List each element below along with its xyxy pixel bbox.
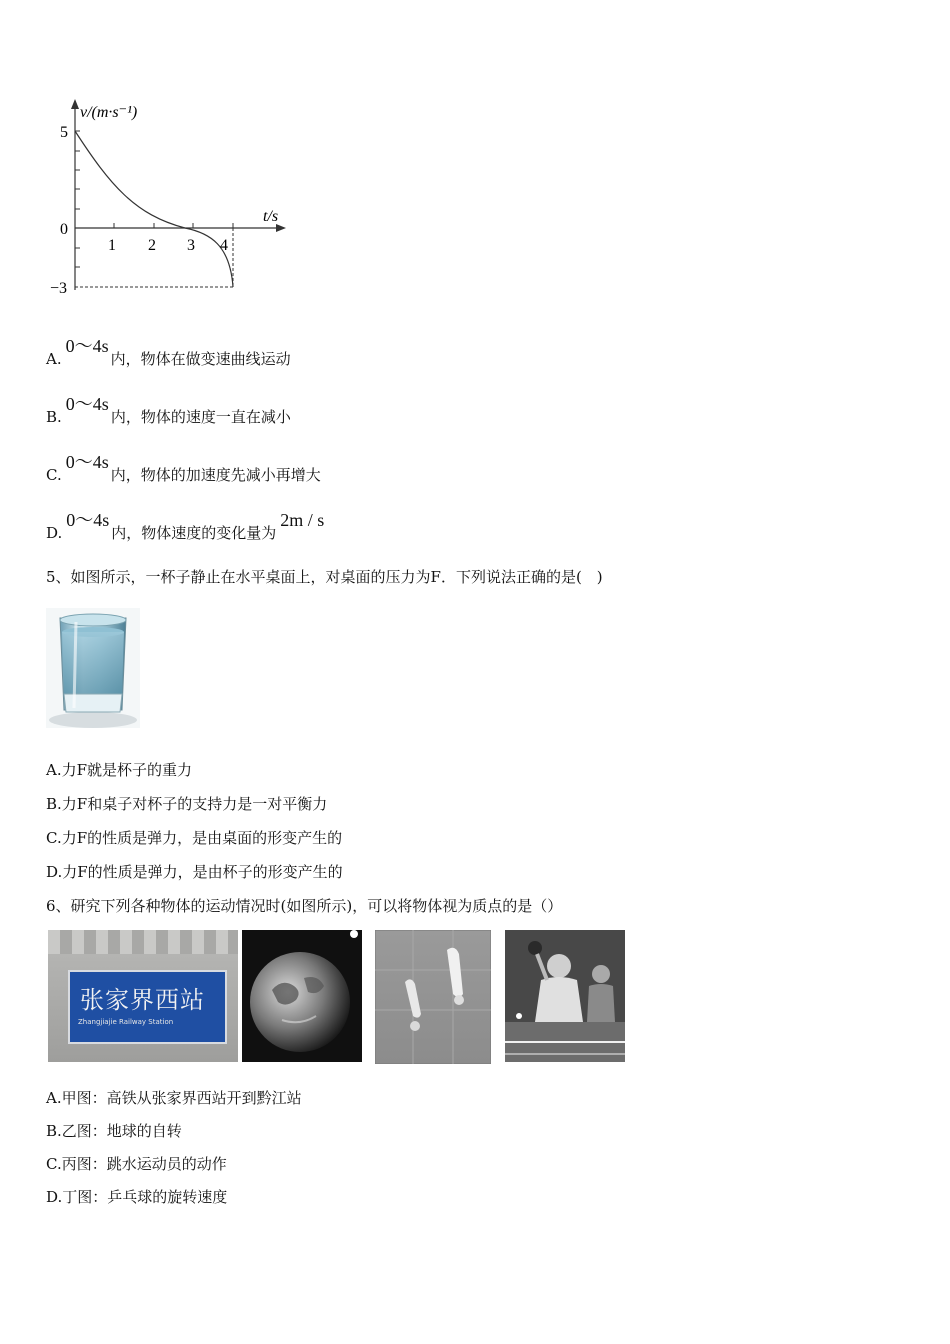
q4-option-b[interactable]: B.0～4s内，物体的速度一直在减小 [46, 394, 291, 426]
q6-option-a[interactable]: A.甲图：高铁从张家界西站开到黔江站 [46, 1089, 302, 1107]
math-expression: 2m / s [280, 510, 325, 530]
q5-option-d[interactable]: D.力F的性质是弹力，是由杯子的形变产生的 [46, 863, 343, 881]
y-axis-label: v/(m·s⁻¹) [80, 104, 138, 121]
q5-option-b[interactable]: B.力F和桌子对杯子的支持力是一对平衡力 [46, 795, 328, 813]
earth-image [242, 930, 362, 1062]
x-tick-4: 4 [220, 237, 228, 254]
q5-stem: 5、如图所示，一杯子静止在水平桌面上，对桌面的压力为F．下列说法正确的是( ) [46, 568, 603, 586]
math-expression: 0～4s [65, 394, 109, 414]
q4-option-c[interactable]: C.0～4s内，物体的加速度先减小再增大 [46, 452, 321, 484]
x-axis-label: t/s [263, 208, 279, 225]
q6-option-d[interactable]: D.丁图：乒乓球的旋转速度 [46, 1188, 228, 1206]
sign-title: 张家界西站 [80, 986, 205, 1014]
y-axis-arrow [71, 99, 79, 109]
x-tick-1: 1 [108, 237, 116, 254]
velocity-curve [75, 131, 233, 287]
x-tick-3: 3 [187, 237, 195, 254]
y-tick-neg3: −3 [50, 280, 68, 297]
q5-option-a[interactable]: A.力F就是杯子的重力 [46, 761, 193, 779]
q5-option-c[interactable]: C.力F的性质是弹力，是由桌面的形变产生的 [46, 829, 343, 847]
station-sign-image [48, 930, 238, 1062]
y-tick-5: 5 [60, 124, 68, 141]
q4-option-d[interactable]: D.0～4s内，物体速度的变化量为2m / s [46, 510, 325, 542]
q6-option-c[interactable]: C.丙图：跳水运动员的动作 [46, 1155, 227, 1173]
x-tick-2: 2 [148, 237, 156, 254]
y-tick-0: 0 [60, 221, 68, 238]
math-expression: 0～4s [65, 336, 109, 356]
q6-stem: 6、研究下列各种物体的运动情况时(如图所示)，可以将物体视为质点的是（） [46, 897, 563, 915]
x-axis-arrow [276, 224, 286, 232]
velocity-time-graph [40, 95, 300, 305]
cup-image [46, 608, 140, 728]
q4-option-a[interactable]: A.0～4s内，物体在做变速曲线运动 [46, 336, 291, 368]
q6-option-b[interactable]: B.乙图：地球的自转 [46, 1122, 182, 1140]
table-tennis-image [505, 930, 625, 1062]
divers-image [375, 930, 491, 1064]
sign-subtitle: Zhangjiajie Railway Station [78, 1018, 174, 1026]
math-expression: 0～4s [65, 452, 109, 472]
math-expression: 0～4s [66, 510, 110, 530]
